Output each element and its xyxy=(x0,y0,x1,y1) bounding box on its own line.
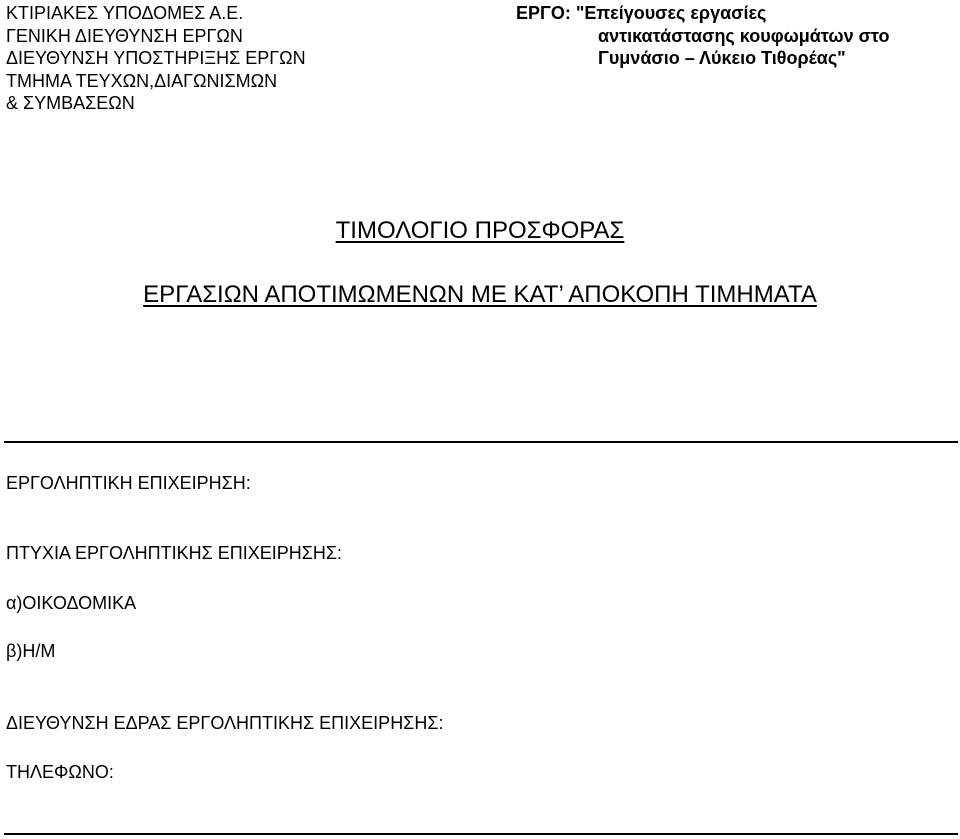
top-divider xyxy=(4,441,958,443)
project-line: αντικατάστασης κουφωμάτων στο xyxy=(598,25,890,46)
authority-line: ΔΙΕΥΘΥΝΣΗ ΥΠΟΣΤΗΡΙΞΗΣ ΕΡΓΩΝ xyxy=(6,48,306,68)
project-line: ΕΡΓΟ: "Επείγουσες εργασίες xyxy=(516,3,767,23)
document-subtitle-text: ΕΡΓΑΣΙΩΝ ΑΠΟΤΙΜΩΜΕΝΩΝ ΜΕ ΚΑΤ’ ΑΠΟΚΟΠΗ ΤΙΜΗΜΑΤΑ xyxy=(143,281,817,308)
document-title xyxy=(0,216,960,246)
degree-b-label: β)Η/Μ xyxy=(6,641,56,661)
bottom-divider xyxy=(4,833,958,835)
authority-line: ΤΜΗΜΑ ΤΕΥΧΩΝ,ΔΙΑΓΩΝΙΣΜΩΝ xyxy=(6,70,278,91)
document-title-text: ΤΙΜΟΛΟΓΙΟ ΠΡΟΣΦΟΡΑΣ xyxy=(335,217,625,244)
authority-line: ΓΕΝΙΚΗ ΔΙΕΥΘΥΝΣΗ ΕΡΓΩΝ xyxy=(6,25,243,46)
phone-label: ΤΗΛΕΦΩΝΟ: xyxy=(6,762,114,782)
address-label: ΔΙΕΥΘΥΝΣΗ ΕΔΡΑΣ ΕΡΓΟΛΗΠΤΙΚΗΣ ΕΠΙΧΕΙΡΗΣΗΣ: xyxy=(6,713,444,733)
project-block xyxy=(516,2,956,70)
authority-line: & ΣΥΜΒΑΣΕΩΝ xyxy=(6,93,135,113)
document-subtitle xyxy=(0,280,960,310)
contractor-label: ΕΡΓΟΛΗΠΤΙΚΗ ΕΠΙΧΕΙΡΗΣΗ: xyxy=(6,473,251,493)
degrees-label: ΠΤΥΧΙΑ ΕΡΓΟΛΗΠΤΙΚΗΣ ΕΠΙΧΕΙΡΗΣΗΣ: xyxy=(6,543,343,563)
degree-a-label: α)ΟΙΚΟΔΟΜΙΚΑ xyxy=(6,593,137,613)
project-line: Γυμνάσιο – Λύκειο Τιθορέας" xyxy=(598,48,846,68)
authority-block xyxy=(6,2,316,115)
authority-line: ΚΤΙΡΙΑΚΕΣ ΥΠΟΔΟΜΕΣ Α.Ε. xyxy=(6,3,244,23)
